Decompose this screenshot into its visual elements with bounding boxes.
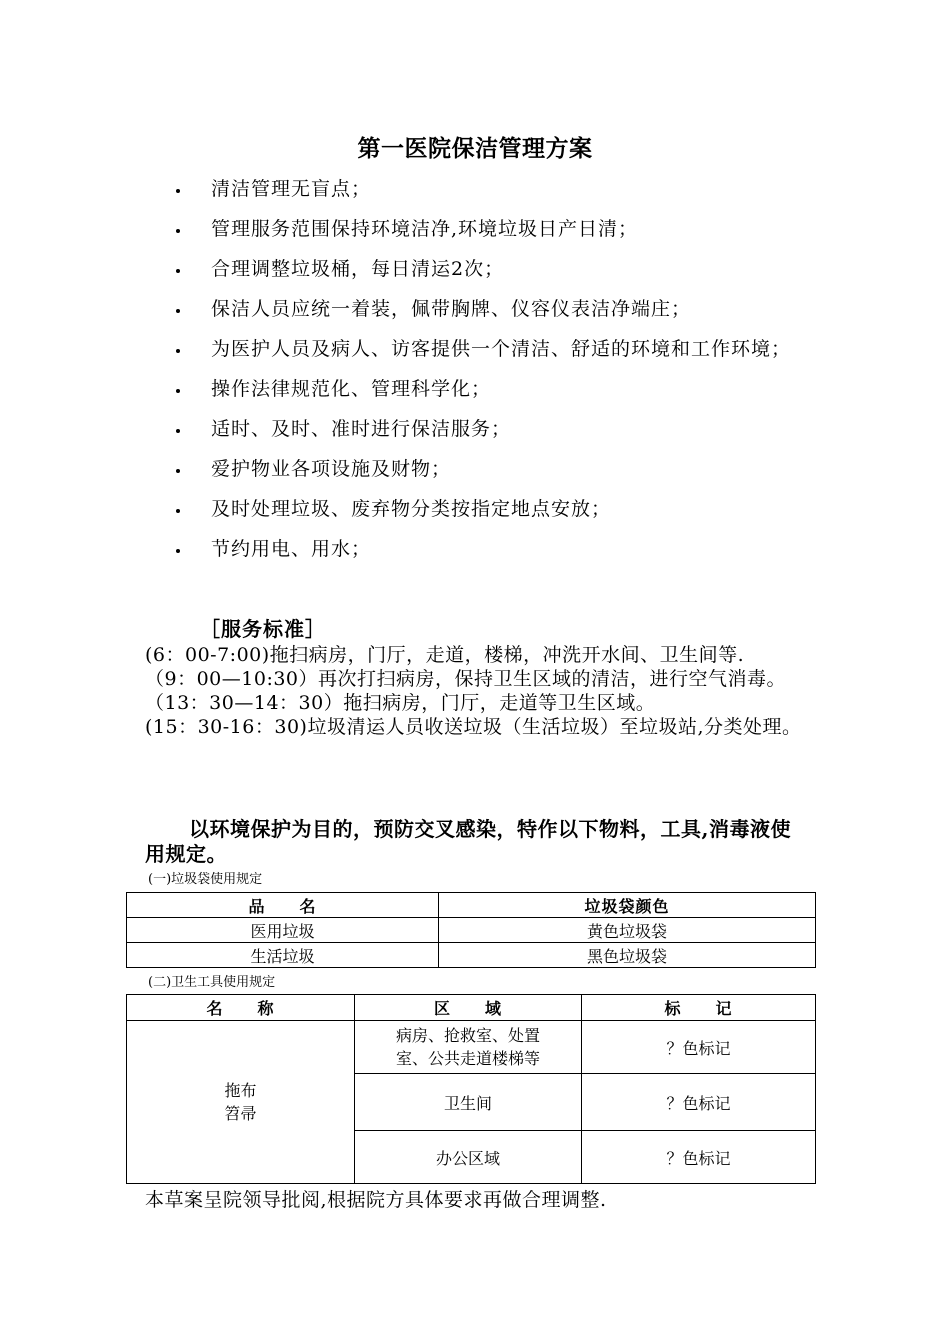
footer-note: 本草案呈院领导批阅,根据院方具体要求再做合理调整. <box>145 1189 607 1211</box>
list-item-text: 操作法律规范化、管理科学化； <box>211 378 492 400</box>
list-item-text: 节约用电、用水； <box>211 538 372 560</box>
bullet-icon <box>176 509 180 513</box>
bullet-icon <box>176 429 180 433</box>
list-item <box>176 170 816 208</box>
bullet-list <box>176 170 816 568</box>
mark-cell: ？色标记 <box>582 1131 816 1184</box>
table-header: 品 名 <box>127 893 439 918</box>
list-item-text: 清洁管理无盲点； <box>211 178 372 200</box>
schedule-paragraph: (6：00-7:00)拖扫病房，门厅，走道，楼梯，冲洗开水间、卫生间等. <box>145 644 745 666</box>
list-item <box>176 370 816 408</box>
area-cell <box>355 1021 582 1074</box>
bullet-icon <box>176 469 180 473</box>
list-item <box>176 290 816 328</box>
list-item <box>176 410 816 448</box>
table-header: 垃圾袋颜色 <box>439 893 816 918</box>
schedule-section <box>145 643 810 739</box>
table-cell: 医用垃圾 <box>127 918 439 943</box>
mark-cell: ？色标记 <box>582 1074 816 1131</box>
table-header-row <box>127 995 816 1021</box>
table-cell: 黄色垃圾袋 <box>439 918 816 943</box>
tool-name: 笤帚 <box>224 1104 257 1123</box>
table-header: 区 域 <box>355 995 582 1021</box>
list-item-text: 管理服务范围保持环境洁净,环境垃圾日产日清； <box>211 218 639 240</box>
schedule-paragraph: (15：30-16：30)垃圾清运人员收送垃圾（生活垃圾）至垃圾站,分类处理。 <box>145 716 802 738</box>
tool-name-cell <box>127 1021 355 1184</box>
table-cell: 黑色垃圾袋 <box>439 943 816 968</box>
table-header: 标 记 <box>582 995 816 1021</box>
table-header: 名 称 <box>127 995 355 1021</box>
list-item-text: 为医护人员及病人、访客提供一个清洁、舒适的环境和工作环境； <box>211 338 792 360</box>
bullet-icon <box>176 349 180 353</box>
table-row <box>127 1021 816 1074</box>
list-item <box>176 450 816 488</box>
bullet-icon <box>176 389 180 393</box>
area-text: 室、公共走道楼梯等 <box>395 1049 540 1068</box>
service-standard-heading: ［服务标准］ <box>200 617 326 641</box>
bullet-icon <box>176 229 180 233</box>
list-item <box>176 530 816 568</box>
area-cell: 办公区域 <box>355 1131 582 1184</box>
table-row <box>127 943 816 968</box>
table-header-row <box>127 893 816 918</box>
area-cell: 卫生间 <box>355 1074 582 1131</box>
area-text: 病房、抢救室、处置 <box>395 1026 540 1045</box>
list-item <box>176 210 816 248</box>
table1-caption: (一)垃圾袋使用规定 <box>148 872 263 887</box>
list-item-text: 合理调整垃圾桶，每日清运2次； <box>211 258 505 280</box>
schedule-paragraph: （9：00—10:30）再次打扫病房，保持卫生区域的清洁，进行空气消毒。 <box>145 668 787 690</box>
page-title: 第一医院保洁管理方案 <box>357 135 593 162</box>
table2-caption: (二)卫生工具使用规定 <box>148 975 276 990</box>
list-item-text: 及时处理垃圾、废弃物分类按指定地点安放； <box>211 498 612 520</box>
list-item-text: 保洁人员应统一着装，佩带胸牌、仪容仪表洁净端庄； <box>211 298 692 320</box>
list-item <box>176 250 816 288</box>
trash-bag-table <box>126 892 816 968</box>
table-cell: 生活垃圾 <box>127 943 439 968</box>
list-item-text: 适时、及时、准时进行保洁服务； <box>211 418 512 440</box>
tool-name: 拖布 <box>224 1081 257 1100</box>
bullet-icon <box>176 269 180 273</box>
list-item <box>176 490 816 528</box>
bullet-icon <box>176 549 180 553</box>
table-row <box>127 918 816 943</box>
cleaning-tool-table <box>126 994 816 1184</box>
policy-statement: 以环境保护为目的，预防交叉感染，特作以下物料，工具,消毒液使用规定。 <box>145 817 791 866</box>
list-item-text: 爱护物业各项设施及财物； <box>211 458 452 480</box>
mark-cell: ？色标记 <box>582 1021 816 1074</box>
schedule-paragraph: （13：30—14：30）拖扫病房，门厅，走道等卫生区域。 <box>145 692 656 714</box>
list-item <box>176 330 816 368</box>
bullet-icon <box>176 309 180 313</box>
bullet-icon <box>176 189 180 193</box>
